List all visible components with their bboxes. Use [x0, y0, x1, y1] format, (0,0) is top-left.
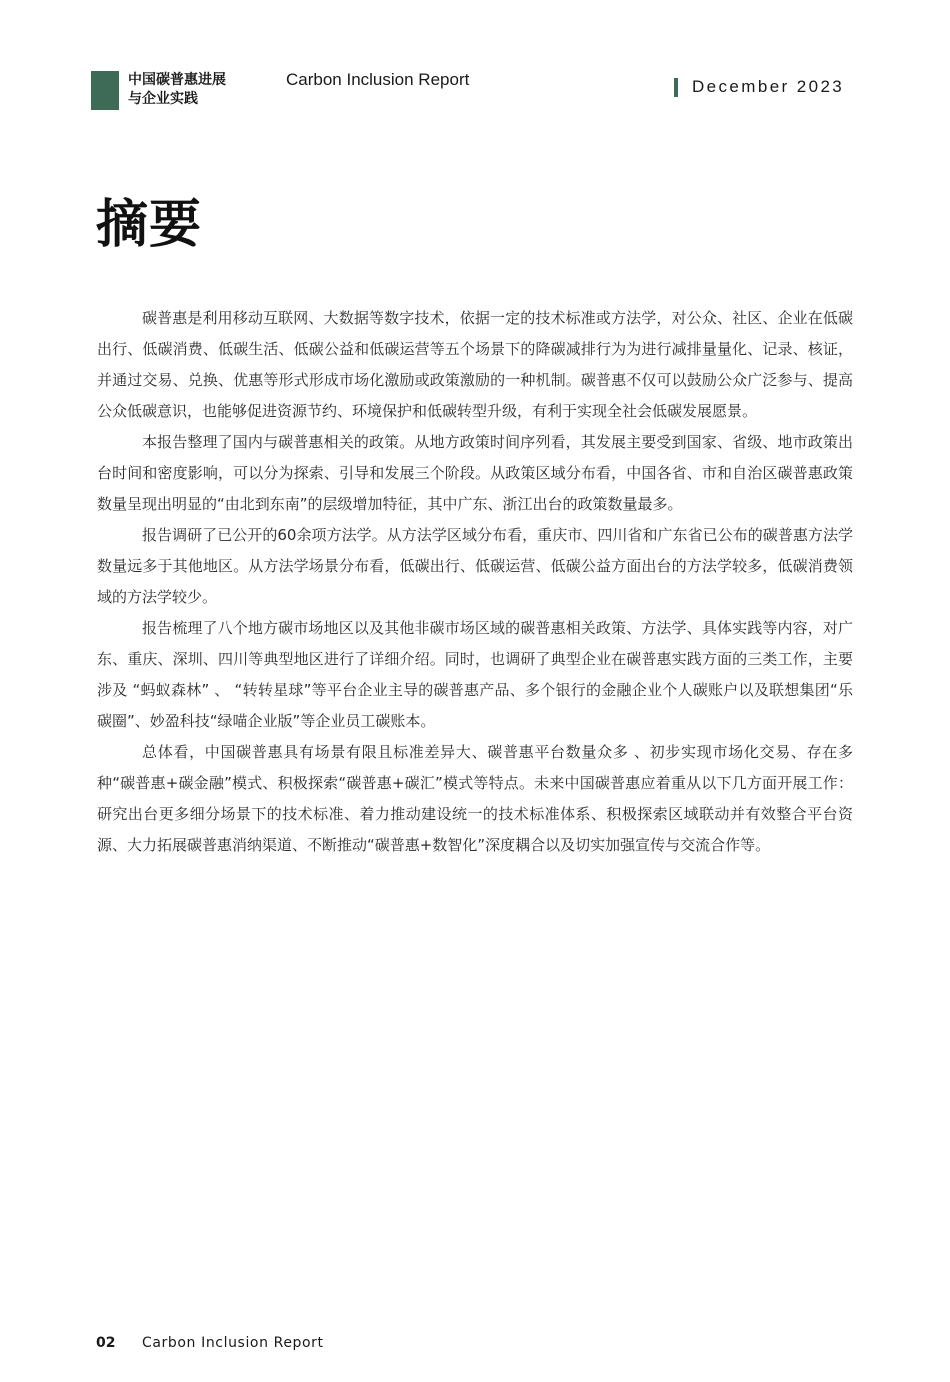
abstract-paragraph-3: 报告调研了已公开的60余项方法学。从方法学区域分布看，重庆市、四川省和广东省已公布的碳普惠方法学数量远多于其他地区。从方法学场景分布看，低碳出行、低碳运营、低碳公益方面出台的方法学较多，低碳消费领域的方法学较少。 — [97, 526, 853, 606]
date-accent-bar — [674, 78, 678, 97]
page-title: 摘要 — [96, 195, 203, 255]
report-title-cn-line1: 中国碳普惠进展 — [128, 72, 226, 88]
report-title-cn-line2: 与企业实践 — [128, 91, 198, 107]
abstract-paragraph-4: 报告梳理了八个地方碳市场地区以及其他非碳市场区域的碳普惠相关政策、方法学、具体实践等内容，对广东、重庆、深圳、四川等典型地区进行了详细介绍。同时，也调研了典型企业在碳普惠实践方面的三类工作，主要涉及 “蚂蚁森林” 、 “转转星球”等平台企业主导的碳普惠产品、多个银行的金融企业个人碳账户以及联想集团“乐碳圈”、妙盈科技“绿喵企业版”等企业员工碳账本。 — [97, 619, 853, 730]
report-title-cn — [128, 71, 226, 109]
abstract-paragraph-2: 本报告整理了国内与碳普惠相关的政策。从地方政策时间序列看，其发展主要受到国家、省级、地市政策出台时间和密度影响，可以分为探索、引导和发展三个阶段。从政策区域分布看，中国各省、市和自治区碳普惠政策数量呈现出明显的“由北到东南”的层级增加特征，其中广东、浙江出台的政策数量最多。 — [97, 433, 853, 513]
footer-report-title: Carbon Inclusion Report — [142, 1335, 324, 1351]
page-number: 02 — [96, 1335, 116, 1351]
report-title-en: Carbon Inclusion Report — [286, 70, 470, 89]
report-date: December 2023 — [692, 77, 845, 96]
abstract-body — [97, 303, 853, 861]
abstract-paragraph-1: 碳普惠是利用移动互联网、大数据等数字技术，依据一定的技术标准或方法学，对公众、社区、企业在低碳出行、低碳消费、低碳生活、低碳公益和低碳运营等五个场景下的降碳减排行为为进行减排量量化、记录、核证，并通过交易、兑换、优惠等形式形成市场化激励或政策激励的一种机制。碳普惠不仅可以鼓励公众广泛参与、提高公众低碳意识，也能够促进资源节约、环境保护和低碳转型升级，有利于实现全社会低碳发展愿景。 — [97, 309, 853, 420]
abstract-paragraph-5: 总体看，中国碳普惠具有场景有限且标准差异大、碳普惠平台数量众多 、初步实现市场化交易、存在多种“碳普惠+碳金融”模式、积极探索“碳普惠+碳汇”模式等特点。未来中国碳普惠应着重从以下几方面开展工作：研究出台更多细分场景下的技术标准、着力推动建设统一的技术标准体系、积极探索区域联动并有效整合平台资源、大力拓展碳普惠消纳渠道、不断推动“碳普惠+数智化”深度耦合以及切实加强宣传与交流合作等。 — [97, 743, 853, 854]
header-logo-block — [91, 71, 119, 110]
